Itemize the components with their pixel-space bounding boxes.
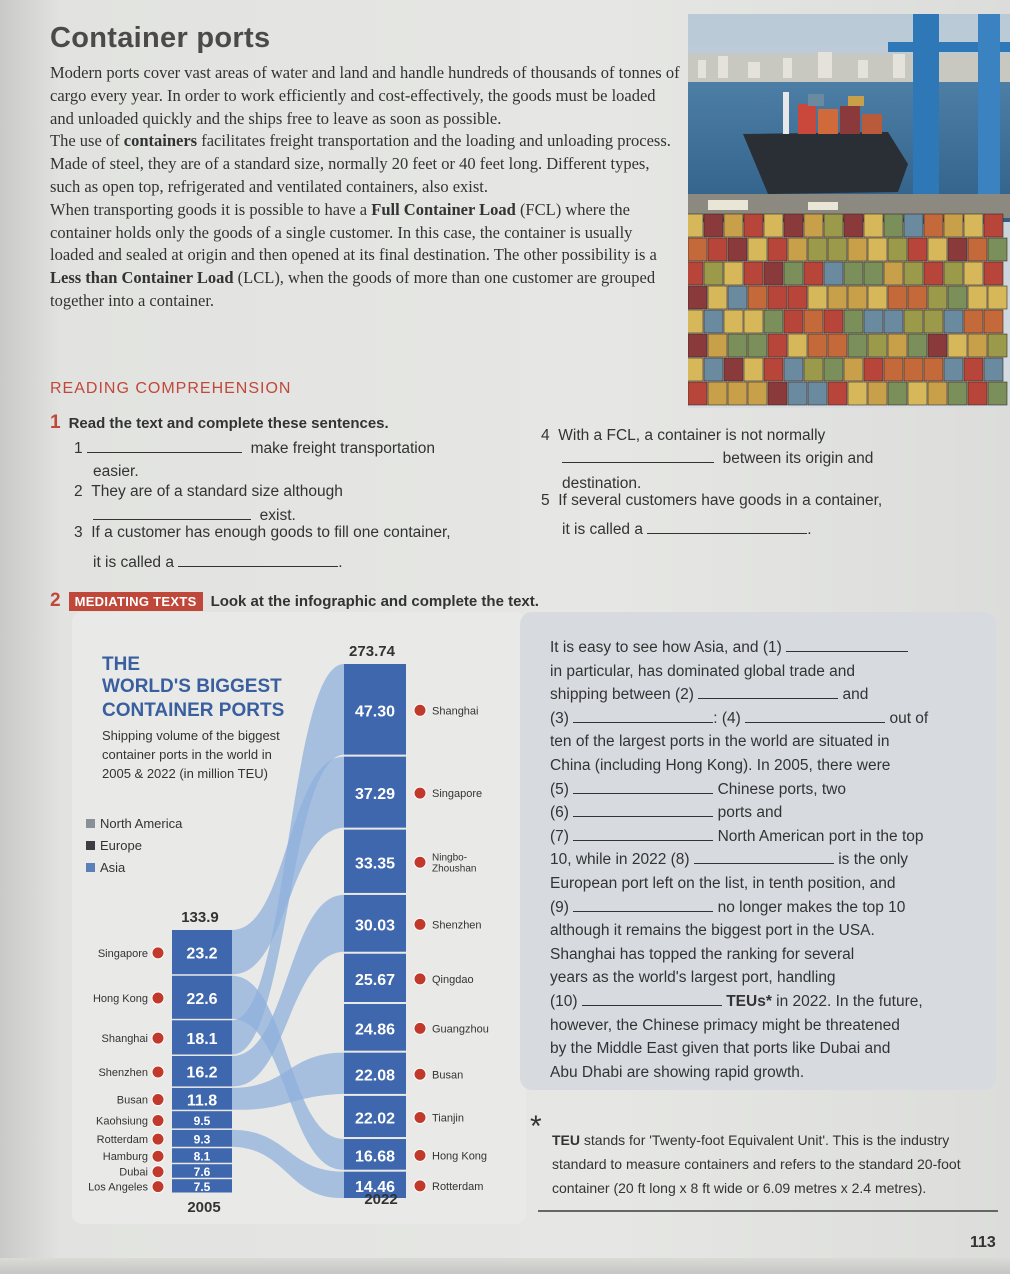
port-photo	[688, 14, 1010, 408]
container-stack-block	[888, 334, 907, 357]
container-stack-block	[688, 286, 707, 309]
cloze-text: It is easy to see how Asia, and (1) in particular, has dominated global trade and shipping between (2) and (3) : (4) out of ten of the largest ports in the world are situated in China (including Hong Kong). In 2005, there were (5) Chinese ports, two (6) ports and (7) North American port in the top 10, while in 2022 (8) is the only European port left on the list, in tenth position, and (9) no longer makes the top 10 although it remains the biggest port in the USA. Shanghai has topped the ranking for several years as the world's largest port, handling (10) TEUs* in 2022. In the future, however, the Chinese primacy might be threatened by the Middle East given that ports like Dubai and Abu Dhabi are showing rapid growth.	[550, 639, 929, 1081]
sentence-3: 3 If a customer has enough goods to fill one container,	[74, 524, 451, 541]
container-stack-block	[724, 310, 743, 333]
container-stack-block	[828, 238, 847, 261]
container-stack-block	[708, 286, 727, 309]
container-stack-block	[864, 310, 883, 333]
infographic-title-2: WORLD'S BIGGEST	[102, 676, 282, 697]
container-stack-block	[688, 358, 703, 381]
teu-footnote: TEU stands for 'Twenty-foot Equivalent Unit'. This is the industry standard to measure containers and refers to the standard 20-foot container (20 ft long x 8 ft wide or 6.09 metres x 2.4 metres).	[552, 1132, 961, 1196]
blank-input[interactable]	[582, 992, 722, 1006]
container-stack-block	[768, 286, 787, 309]
container-stack-block	[724, 262, 743, 285]
port-label-2005: Dubai	[119, 1166, 148, 1179]
exercise-1-number: 1	[50, 412, 61, 433]
container-stack-block	[848, 334, 867, 357]
container-stack-block	[908, 382, 927, 405]
container-stack-block	[904, 358, 923, 381]
container-stack-block	[724, 358, 743, 381]
container-stack-block	[864, 214, 883, 237]
container-stack-block	[964, 262, 983, 285]
container-stack-block	[828, 286, 847, 309]
blank-input[interactable]	[698, 685, 838, 699]
container-stack-block	[968, 334, 987, 357]
container-stack-block	[864, 262, 883, 285]
sentence-2: 2 They are of a standard size although	[74, 483, 343, 500]
intro-paragraph-1: Modern ports cover vast areas of water and land and handle hundreds of thousands of tonnes of cargo every year. In order to work efficiently and cost-effectively, the goods must be loaded and unloaded quickly and the ships free to leave as soon as possible.	[50, 63, 680, 128]
container-stack-block	[788, 238, 807, 261]
sentence-2-end: exist.	[93, 505, 296, 525]
flag-icon	[414, 1022, 426, 1034]
container-stack-block	[704, 214, 723, 237]
bar-value-2005: 7.6	[193, 1165, 211, 1180]
intro-paragraph-2: The use of containers facilitates freight transportation and the loading and unloading process. Made of steel, they are of a standard size, normally 20 feet or 40 feet long. Different types, such as open top, refrigerated and ventilated containers, also exist.	[50, 131, 671, 196]
container-stack-block	[748, 286, 767, 309]
flag-icon	[152, 1181, 164, 1193]
container-stack-block	[888, 286, 907, 309]
flag-icon	[414, 1149, 426, 1161]
container-stack-block	[868, 334, 887, 357]
container-stack-block	[808, 286, 827, 309]
container-stack-block	[884, 262, 903, 285]
container-stack-block	[708, 334, 727, 357]
container-stack-block	[868, 382, 887, 405]
container-stack-block	[844, 310, 863, 333]
container-stack-block	[748, 238, 767, 261]
container-stack-block	[724, 214, 743, 237]
flag-icon	[152, 1133, 164, 1145]
blank-input[interactable]	[573, 780, 713, 794]
year-2005-label: 2005	[187, 1199, 221, 1216]
blank-input[interactable]	[694, 850, 834, 864]
container-stack-block	[928, 238, 947, 261]
container-stack-block	[928, 286, 947, 309]
port-label-2022: Busan	[432, 1069, 464, 1082]
blank-input[interactable]	[178, 552, 338, 567]
bar-value-2022: 33.35	[354, 855, 396, 873]
container-stack-block	[968, 238, 987, 261]
sentence-1: 1 make freight transportation	[74, 440, 435, 457]
bar-value-2022: 16.68	[354, 1148, 396, 1166]
container-stack-block	[848, 238, 867, 261]
container-stack-block	[948, 334, 967, 357]
container-stack-block	[824, 214, 843, 237]
flag-icon	[414, 787, 426, 799]
blank-input[interactable]	[87, 438, 242, 453]
container-stack-block	[768, 334, 787, 357]
container-stack-block	[828, 334, 847, 357]
container-stack-block	[728, 334, 747, 357]
flag-icon	[414, 856, 426, 868]
container-stack-block	[908, 238, 927, 261]
container-stack-block	[688, 214, 703, 237]
container-stack-block	[948, 238, 967, 261]
container-stack-block	[884, 310, 903, 333]
bar-value-2022: 24.86	[354, 1021, 396, 1039]
container-stack-block	[688, 382, 707, 405]
exercise-2-number: 2	[50, 590, 61, 611]
container-stack-block	[984, 310, 1003, 333]
container-stack-block	[864, 358, 883, 381]
container-stack-block	[744, 262, 763, 285]
container-stack-block	[988, 334, 1007, 357]
container-stack-block	[804, 214, 823, 237]
container-stack-block	[844, 214, 863, 237]
sentence-5: 5 If several customers have goods in a container,	[541, 492, 883, 509]
container-stack-block	[728, 382, 747, 405]
container-stack-block	[924, 214, 943, 237]
container-stack-block	[964, 214, 983, 237]
blank-input[interactable]	[573, 803, 713, 817]
port-label-2005: Singapore	[97, 947, 148, 960]
container-stack-block	[944, 214, 963, 237]
container-stack-block	[808, 382, 827, 405]
flag-icon	[152, 992, 164, 1004]
legend-swatch	[86, 841, 95, 850]
container-stack-block	[728, 238, 747, 261]
bar-value-2005: 8.1	[193, 1149, 211, 1164]
container-stack-block	[908, 334, 927, 357]
sentence-4-mid: between its origin and	[562, 448, 873, 468]
port-label-2022: Singapore	[432, 788, 483, 801]
bar-value-2005: 18.1	[186, 1030, 218, 1048]
port-label-2022: Shanghai	[432, 705, 479, 718]
port-label-2005: Busan	[116, 1094, 148, 1107]
port-label-2022: Shenzhen	[432, 919, 482, 932]
port-label-2005: Los Angeles	[88, 1181, 148, 1194]
container-stack-block	[788, 286, 807, 309]
footnote-star: *	[530, 1110, 542, 1143]
total-2005: 133.9	[181, 909, 219, 926]
container-stack-block	[688, 262, 703, 285]
container-stack-block	[984, 358, 1003, 381]
flag-icon	[152, 1066, 164, 1078]
flag-icon	[152, 1115, 164, 1127]
blank-input[interactable]	[573, 898, 713, 912]
bar-value-2022: 47.30	[354, 703, 396, 721]
blank-input[interactable]	[93, 505, 251, 520]
container-stack-block	[784, 214, 803, 237]
intro-text	[50, 62, 680, 313]
bar-value-2022: 22.02	[354, 1110, 396, 1128]
port-label-2005: Shanghai	[101, 1033, 148, 1046]
container-stack-block	[948, 382, 967, 405]
port-label-2022: Ningbo-	[432, 852, 468, 864]
container-stack-block	[984, 262, 1003, 285]
container-stack-block	[968, 382, 987, 405]
bar-value-2005: 11.8	[186, 1092, 218, 1110]
container-stack-block	[764, 262, 783, 285]
container-stack-block	[764, 214, 783, 237]
infographic-subtitle-3: 2005 & 2022 (in million TEU)	[102, 766, 268, 781]
container-stack-block	[928, 334, 947, 357]
flag-icon	[152, 947, 164, 959]
port-label-2022: Qingdao	[432, 973, 474, 986]
flag-icon	[152, 1166, 164, 1178]
flag-icon	[152, 1094, 164, 1106]
container-stack-block	[868, 238, 887, 261]
container-stack-block	[688, 310, 703, 333]
container-stack-block	[788, 334, 807, 357]
container-stack-block	[904, 310, 923, 333]
container-stack-block	[848, 286, 867, 309]
infographic-subtitle-1: Shipping volume of the biggest	[102, 728, 280, 743]
page-title: Container ports	[50, 22, 271, 54]
blank-input[interactable]	[786, 638, 908, 652]
container-stack-block	[824, 262, 843, 285]
legend-swatch	[86, 819, 95, 828]
container-stack-block	[924, 358, 943, 381]
port-label-2022: Guangzhou	[432, 1023, 489, 1036]
port-label-2005: Hamburg	[102, 1151, 148, 1164]
container-stack-block	[808, 334, 827, 357]
container-stack-block	[748, 334, 767, 357]
flag-icon	[414, 973, 426, 985]
bar-value-2022: 22.08	[354, 1067, 396, 1085]
container-stack-block	[868, 286, 887, 309]
container-stack-block	[968, 286, 987, 309]
container-stack-block	[744, 358, 763, 381]
container-stack-block	[824, 310, 843, 333]
bar-value-2005: 9.5	[193, 1113, 211, 1128]
blank-input[interactable]	[562, 448, 714, 463]
container-stack-block	[804, 358, 823, 381]
total-2022: 273.74	[349, 643, 395, 660]
bar-value-2005: 7.5	[193, 1179, 211, 1194]
legend-label: Asia	[100, 860, 126, 875]
container-stack-block	[824, 358, 843, 381]
container-stack-block	[784, 358, 803, 381]
infographic-subtitle-2: container ports in the world in	[102, 747, 272, 762]
port-label-2005: Shenzhen	[98, 1066, 148, 1079]
container-stack-block	[848, 382, 867, 405]
container-stack-block	[728, 286, 747, 309]
container-stack-block	[784, 262, 803, 285]
container-stack-block	[964, 358, 983, 381]
container-stack-block	[924, 262, 943, 285]
container-stack-block	[804, 310, 823, 333]
container-stack-block	[928, 382, 947, 405]
blank-input[interactable]	[647, 519, 807, 534]
container-stack-block	[688, 334, 707, 357]
infographic-chart	[0, 612, 530, 1224]
container-stack-block	[804, 262, 823, 285]
container-stack-block	[708, 238, 727, 261]
container-stack-block	[708, 382, 727, 405]
blank-input[interactable]	[573, 709, 713, 723]
container-stack-block	[784, 310, 803, 333]
port-label-2005: Rotterdam	[96, 1134, 148, 1147]
bar-value-2022: 30.03	[354, 917, 396, 935]
container-stack-block	[888, 382, 907, 405]
port-label-2022: Hong Kong	[432, 1150, 488, 1163]
footnote-rule	[538, 1210, 998, 1212]
page-bottom-edge	[0, 1258, 1010, 1274]
flag-icon	[414, 918, 426, 930]
container-stack-block	[704, 310, 723, 333]
container-stack-block	[884, 214, 903, 237]
flag-icon	[414, 1068, 426, 1080]
container-stack-block	[884, 358, 903, 381]
bar-value-2005: 16.2	[186, 1064, 218, 1082]
port-label-2005: Hong Kong	[92, 993, 148, 1006]
container-stack-block	[944, 310, 963, 333]
container-stack-block	[788, 382, 807, 405]
container-stack-block	[988, 286, 1007, 309]
section-heading-reading: READING COMPREHENSION	[50, 380, 292, 397]
container-stack-block	[808, 238, 827, 261]
container-stack-block	[688, 238, 707, 261]
container-stack-block	[704, 358, 723, 381]
container-stack-block	[944, 262, 963, 285]
sentence-1-end: easier.	[93, 463, 139, 480]
legend-label: North America	[100, 816, 183, 831]
container-stack-block	[748, 382, 767, 405]
container-stack-block	[904, 262, 923, 285]
container-stack-block	[964, 310, 983, 333]
container-stack-block	[948, 286, 967, 309]
flag-icon	[414, 1180, 426, 1192]
intro-paragraph-3: When transporting goods it is possible to have a Full Container Load (FCL) where the container holds only the goods of a single customer. In this case, the container is usually loaded and sealed at origin and then opened at its final destination. The other possibility is a Less than Container Load (LCL), when the goods of more than one customer are grouped together into a container.	[50, 199, 657, 310]
port-label-2022: Zhoushan	[432, 863, 477, 875]
sentence-5-end: it is called a .	[562, 521, 812, 538]
container-stack-block	[924, 310, 943, 333]
year-2022-label: 2022	[364, 1191, 398, 1208]
sentence-4: 4 With a FCL, a container is not normally	[541, 427, 826, 444]
container-stack-block	[764, 358, 783, 381]
container-stack-block	[984, 214, 1003, 237]
flag-icon	[414, 704, 426, 716]
container-stack-block	[908, 286, 927, 309]
container-stack-block	[844, 262, 863, 285]
infographic-title-1: THE	[102, 654, 140, 675]
bar-value-2005: 22.6	[186, 990, 218, 1008]
bar-value-2022: 25.67	[354, 971, 396, 989]
container-stack-block	[844, 358, 863, 381]
port-label-2005: Kaohsiung	[96, 1115, 148, 1128]
flag-icon	[152, 1150, 164, 1162]
port-label-2022: Rotterdam	[432, 1180, 484, 1193]
container-stack-block	[744, 214, 763, 237]
flag-icon	[414, 1111, 426, 1123]
page-number: 113	[970, 1234, 996, 1251]
bar-value-2005: 23.2	[186, 945, 218, 963]
sentence-4-end: destination.	[562, 475, 642, 492]
container-stack-block	[944, 358, 963, 381]
container-stack-block	[988, 382, 1007, 405]
bar-value-2022: 14.46	[354, 1178, 396, 1196]
container-stack-block	[888, 238, 907, 261]
sentence-3-end: it is called a .	[93, 554, 343, 571]
exercise-2-instruction: 2 MEDIATING TEXTS Look at the infographic and complete the text.	[50, 590, 539, 611]
flag-icon	[152, 1032, 164, 1044]
container-stack-block	[988, 238, 1007, 261]
container-stack-block	[904, 214, 923, 237]
legend-swatch	[86, 863, 95, 872]
container-stack-block	[764, 310, 783, 333]
container-stack-block	[768, 382, 787, 405]
blank-input[interactable]	[573, 827, 713, 841]
container-stack-block	[828, 382, 847, 405]
infographic-title-3: CONTAINER PORTS	[102, 700, 285, 721]
container-stack-block	[768, 238, 787, 261]
container-stack-block	[744, 310, 763, 333]
container-stack-block	[704, 262, 723, 285]
bar-value-2005: 9.3	[193, 1132, 211, 1147]
blank-input[interactable]	[745, 709, 885, 723]
bar-value-2022: 37.29	[354, 786, 396, 804]
mediating-texts-badge: MEDIATING TEXTS	[69, 592, 203, 611]
exercise-1-instruction: 1 Read the text and complete these sentences.	[50, 412, 389, 433]
port-label-2022: Tianjin	[432, 1112, 464, 1125]
legend-label: Europe	[100, 838, 142, 853]
